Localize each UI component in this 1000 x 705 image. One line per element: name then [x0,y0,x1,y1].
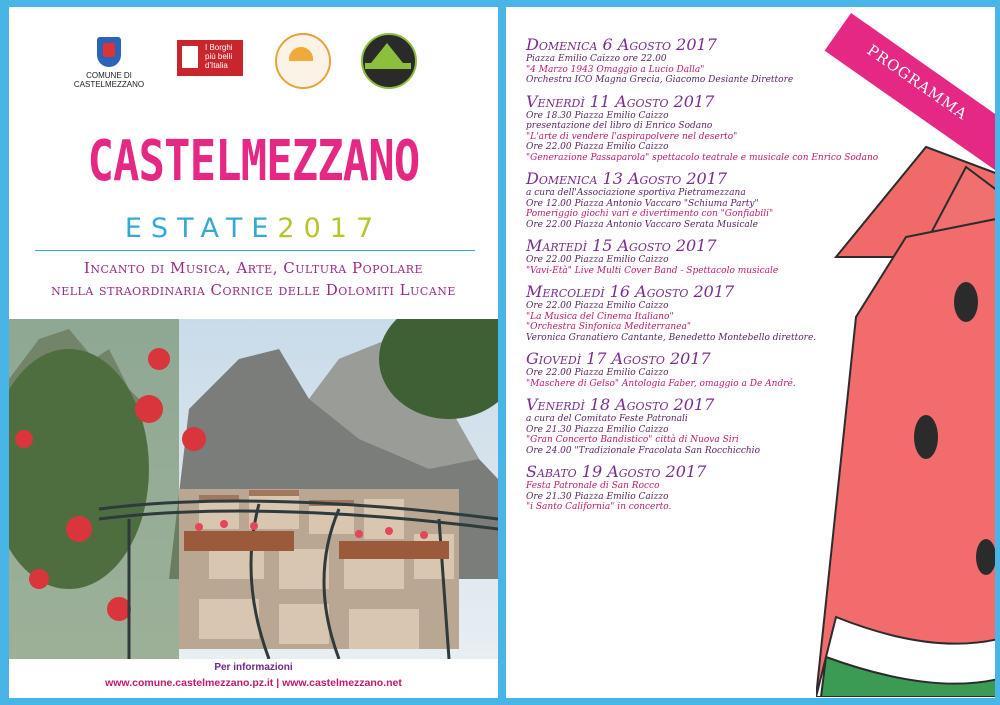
day-title: Venerdì 11 Agosto 2017 [526,91,715,111]
eco-dolomiti-logo [275,33,331,89]
day-title: Giovedì 17 Agosto 2017 [526,349,711,368]
comune-logo-text: COMUNE DI CASTELMEZZANO [73,71,145,89]
day-title: Venerdì 18 Agosto 2017 [526,395,715,414]
logo-band [365,63,411,69]
subtitle-year: 2017 [277,213,383,244]
event-line: "Vavi-Età" Live Multi Cover Band - Spettacolo musicale [526,265,779,276]
poster-subtitle [9,214,498,244]
event-line: "La Musica del Cinema Italiano" [526,311,674,322]
event-line: "Gran Concerto Bandistico" città di Nuova Siri [526,435,739,445]
info-urls: www.comune.castelmezzano.pz.it | www.castelmezzano.net [105,677,402,689]
day-title: Domenica 13 Agosto 2017 [526,169,728,188]
event-line: Ore 22.00 Piazza Emilio Caizzo [526,255,669,265]
event-line: Orchestra ICO Magna Grecia, Giacomo Desiante Direttore [526,75,794,85]
event-line: Ore 18.30 Piazza Emilio Caizzo [526,110,669,121]
event-line: Ore 22.00 Piazza Emilio Caizzo [526,301,669,311]
schedule-day [526,395,886,456]
event-line: Festa Patronale di San Rocco [526,481,660,491]
event-line: Pomeriggio giochi vari e divertimento con "Gonfiabili" [526,209,774,219]
event-line: Ore 21.30 Piazza Emilio Caizzo [526,424,669,435]
day-title: Domenica 6 Agosto 2017 [526,35,717,54]
village-photo [9,319,498,659]
schedule-day [526,282,886,343]
event-line: Ore 22.00 Piazza Antonio Vaccaro Serata Musicale [526,219,758,230]
divider [35,250,475,251]
day-title: Martedì 15 Agosto 2017 [526,236,717,255]
schedule-day [526,35,886,86]
event-line: Ore 22.00 Piazza Emilio Caizzo [526,368,669,378]
day-title: Sabato 19 Agosto 2017 [526,462,707,481]
comune-logo [69,37,149,89]
eco-circle-icon [275,33,331,89]
info-label: Per informazioni [214,662,293,673]
event-line: Piazza Emilio Caizzo ore 22.00 [526,54,667,64]
event-line: Ore 22.00 Piazza Emilio Caizzo [526,142,669,152]
borghi-logo [177,40,243,76]
tagline-1: Incanto di Musica, Arte, Cultura Popolare [83,259,424,277]
event-line: Ore 24.00 "Tradizionale Fracolata San Rocchicchio [526,445,760,456]
mountain-icon [371,43,403,63]
coat-of-arms-icon [97,37,121,67]
schedule-day [526,236,886,276]
event-line: Ore 21.30 Piazza Emilio Caizzo [526,491,669,502]
event-line: "Maschere di Gelso" Antologia Faber, omaggio a De André. [526,378,796,389]
event-schedule [526,35,886,519]
event-line: "4 Marzo 1943 Omaggio a Lucio Dalla" [526,64,705,75]
event-line: "L'arte di vendere l'aspirapolvere nel deserto" [526,131,738,142]
event-line: a cura dell'Associazione sportiva Pietramezzana [526,188,746,198]
schedule-day [526,169,886,230]
schedule-day [526,349,886,389]
subtitle-word: ESTATE [124,213,278,244]
event-line: "Generazione Passaparola" spettacolo teatrale e musicale con Enrico Sodano [526,152,879,163]
event-line: a cura del Comitato Feste Patronali [526,414,688,424]
schedule-day [526,92,886,164]
poster-title: CASTELMEZZANO [87,129,420,194]
event-line: Ore 12.00 Piazza Antonio Vaccaro "Schiuma Party" [526,198,759,209]
event-line: "Orchestra Sinfonica Mediterranea" [526,322,692,332]
event-line: presentazione del libro di Enrico Sodano [526,121,713,131]
tagline-2: nella straordinaria Cornice delle Dolomiti Lucane [51,281,456,299]
schedule-day [526,462,886,513]
dolomiti-lucane-logo [361,33,417,89]
event-line: Veronica Granatiero Cantante, Benedetto Montebello direttore. [526,332,817,343]
program-right-panel [506,7,995,698]
day-title: Mercoledì 16 Agosto 2017 [526,282,735,301]
borghi-logo-text: I Borghi più belli d'Italia [205,43,233,70]
program-banner-text: PROGRAMMA [863,41,971,124]
event-line: "i Santo California" in concerto. [526,502,672,512]
poster-left-panel [9,7,498,698]
